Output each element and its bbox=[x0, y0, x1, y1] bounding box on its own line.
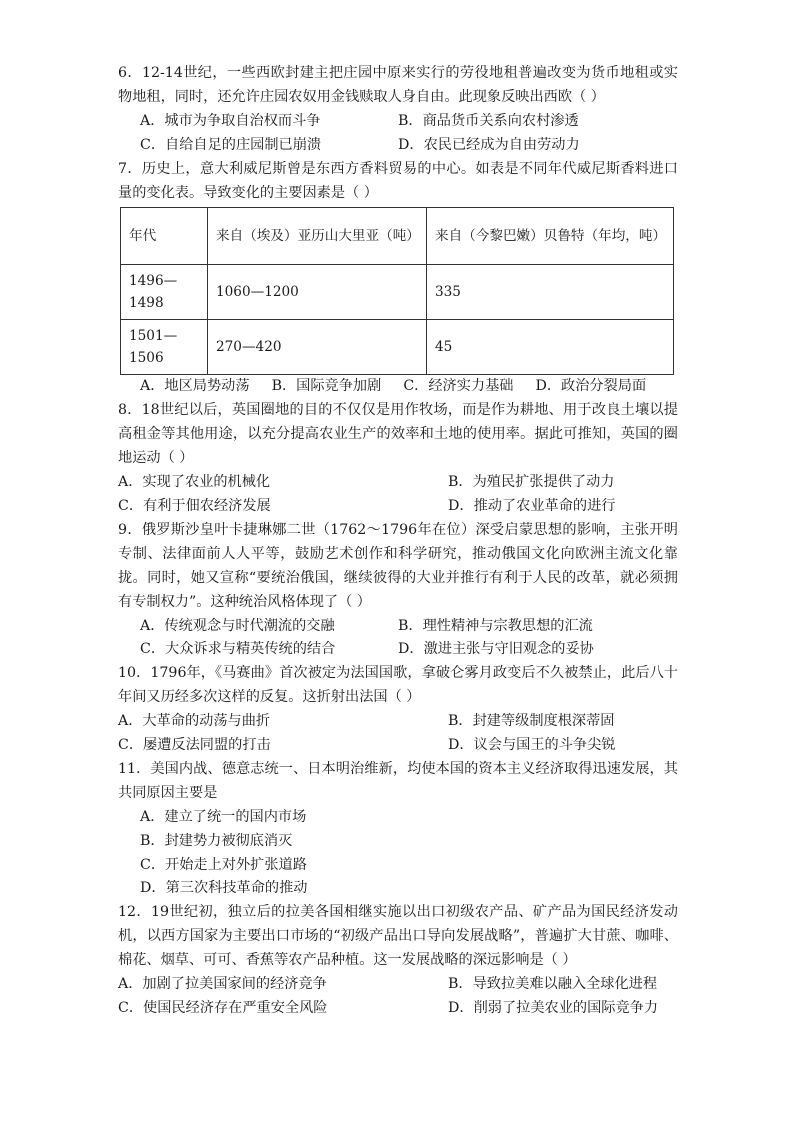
option-c[interactable]: C．屡遭反法同盟的打击 bbox=[118, 737, 271, 754]
option-d[interactable]: D．推动了农业革命的进行 bbox=[448, 497, 616, 514]
question-stem: 8．18世纪以后，英国圈地的目的不仅仅是用作牧场，而是作为耕地、用于改良土壤以提高租金等其他用途，以充分提高农业生产的效率和土地的使用率。据此可推知，英国的圈地运动（ ） bbox=[118, 402, 678, 467]
question-10 bbox=[118, 662, 678, 758]
spice-import-table bbox=[120, 207, 674, 375]
table-cell: 270—420 bbox=[208, 320, 427, 375]
table-header-cell: 来自（今黎巴嫩）贝鲁特（年均，吨） bbox=[427, 208, 674, 265]
option-row bbox=[118, 973, 678, 997]
option-c[interactable]: C．自给自足的庄园制已崩溃 bbox=[140, 136, 322, 153]
table-cell: 335 bbox=[427, 265, 674, 320]
option-row bbox=[118, 110, 678, 134]
option-row bbox=[118, 638, 678, 662]
table-row bbox=[121, 320, 674, 375]
question-12 bbox=[118, 901, 678, 1021]
option-row bbox=[118, 615, 678, 639]
option-row bbox=[118, 710, 678, 734]
table-cell: 45 bbox=[427, 320, 674, 375]
option-b[interactable]: B．封建势力被彻底消灭 bbox=[140, 832, 293, 849]
option-b[interactable]: B．封建等级制度根深蒂固 bbox=[448, 713, 615, 730]
option-a[interactable]: A．地区局势动荡 bbox=[140, 378, 250, 395]
question-stem: 12．19世纪初，独立后的拉美各国相继实施以出口初级农产品、矿产品为国民经济发动机，以西方国家为主要出口市场的“初级产品出口导向发展战略”，普遍扩大甘蔗、咖啡、棉花、烟草、可可、香蕉等农产品种植。这一发展战略的深远影响是（ ） bbox=[118, 904, 678, 969]
option-a[interactable]: A．大革命的动荡与曲折 bbox=[118, 713, 271, 730]
option-b[interactable]: B．商品货币关系向农村渗透 bbox=[398, 112, 579, 129]
question-6 bbox=[118, 62, 678, 158]
question-11 bbox=[118, 758, 678, 901]
option-d[interactable]: D．农民已经成为自由劳动力 bbox=[398, 136, 580, 153]
option-a[interactable]: A．传统观念与时代潮流的交融 bbox=[140, 617, 335, 634]
option-row bbox=[118, 134, 678, 158]
option-d[interactable]: D．削弱了拉美农业的国际竞争力 bbox=[448, 1000, 659, 1016]
question-stem: 9．俄罗斯沙皇叶卡捷琳娜二世（1762～1796年在位）深受启蒙思想的影响，主张开明专制、法律面前人人平等，鼓励艺术创作和科学研究，推动俄国文化向欧洲主流文化靠拢。同时，她又宣称“要统治俄国，继续彼得的大业并推行有利于人民的改革，就必须拥有专制权力”。这种统治风格体现了（ ） bbox=[118, 521, 678, 610]
question-7 bbox=[118, 158, 678, 400]
question-stem: 6．12-14世纪，一些西欧封建主把庄园中原来实行的劳役地租普遍改变为货币地租或实物地租，同时，还允许庄园农奴用金钱赎取人身自由。此现象反映出西欧（ ） bbox=[118, 65, 678, 105]
table-cell: 1496—1498 bbox=[121, 265, 208, 320]
option-d[interactable]: D．激进主张与守旧观念的妥协 bbox=[398, 641, 594, 658]
question-8 bbox=[118, 399, 678, 519]
option-a[interactable]: A．建立了统一的国内市场 bbox=[140, 808, 307, 825]
table-header-cell: 来自（埃及）亚历山大里亚（吨） bbox=[208, 208, 427, 265]
question-9 bbox=[118, 519, 678, 662]
option-d[interactable]: D．议会与国王的斗争尖锐 bbox=[448, 737, 616, 754]
option-c[interactable]: C．经济实力基础 bbox=[403, 378, 514, 395]
table-cell: 1060—1200 bbox=[208, 265, 427, 320]
option-row bbox=[118, 471, 678, 495]
option-d[interactable]: D．政治分裂局面 bbox=[535, 378, 647, 395]
option-c[interactable]: C．有利于佃农经济发展 bbox=[118, 497, 271, 514]
option-a[interactable]: A．实现了农业的机械化 bbox=[118, 474, 271, 491]
option-c[interactable]: C．使国民经济存在严重安全风险 bbox=[118, 1000, 328, 1016]
question-stem: 11．美国内战、德意志统一、日本明治维新，均使本国的资本主义经济取得迅速发展，其共同原因主要是 bbox=[118, 760, 678, 801]
table-header-cell: 年代 bbox=[121, 208, 208, 265]
table-row bbox=[121, 265, 674, 320]
option-row bbox=[118, 997, 678, 1021]
option-c[interactable]: C．大众诉求与精英传统的结合 bbox=[140, 641, 336, 658]
option-row bbox=[118, 734, 678, 758]
option-d[interactable]: D．第三次科技革命的推动 bbox=[140, 880, 308, 897]
option-row bbox=[118, 495, 678, 519]
table-header-row bbox=[121, 208, 674, 265]
option-a[interactable]: A．加剧了拉美国家间的经济竞争 bbox=[118, 976, 327, 993]
option-b[interactable]: B．为殖民扩张提供了动力 bbox=[448, 474, 615, 491]
option-b[interactable]: B．理性精神与宗教思想的汇流 bbox=[398, 617, 593, 634]
question-stem: 7．历史上，意大利威尼斯曾是东西方香料贸易的中心。如表是不同年代威尼斯香料进口量的变化表。导致变化的主要因素是（ ） bbox=[118, 160, 678, 201]
exam-page bbox=[118, 62, 678, 1021]
option-row bbox=[118, 375, 678, 399]
option-b[interactable]: B．导致拉美难以融入全球化进程 bbox=[448, 976, 658, 993]
option-b[interactable]: B．国际竞争加剧 bbox=[271, 378, 382, 395]
option-c[interactable]: C．开始走上对外扩张道路 bbox=[140, 856, 307, 873]
question-stem: 10．1796年，《马赛曲》首次被定为法国国歌，拿破仑雾月政变后不久被禁止，此后八十年间又历经多次这样的反复。这折射出法国（ ） bbox=[118, 665, 678, 706]
table-cell: 1501—1506 bbox=[121, 320, 208, 375]
option-a[interactable]: A．城市为争取自治权而斗争 bbox=[140, 112, 321, 129]
